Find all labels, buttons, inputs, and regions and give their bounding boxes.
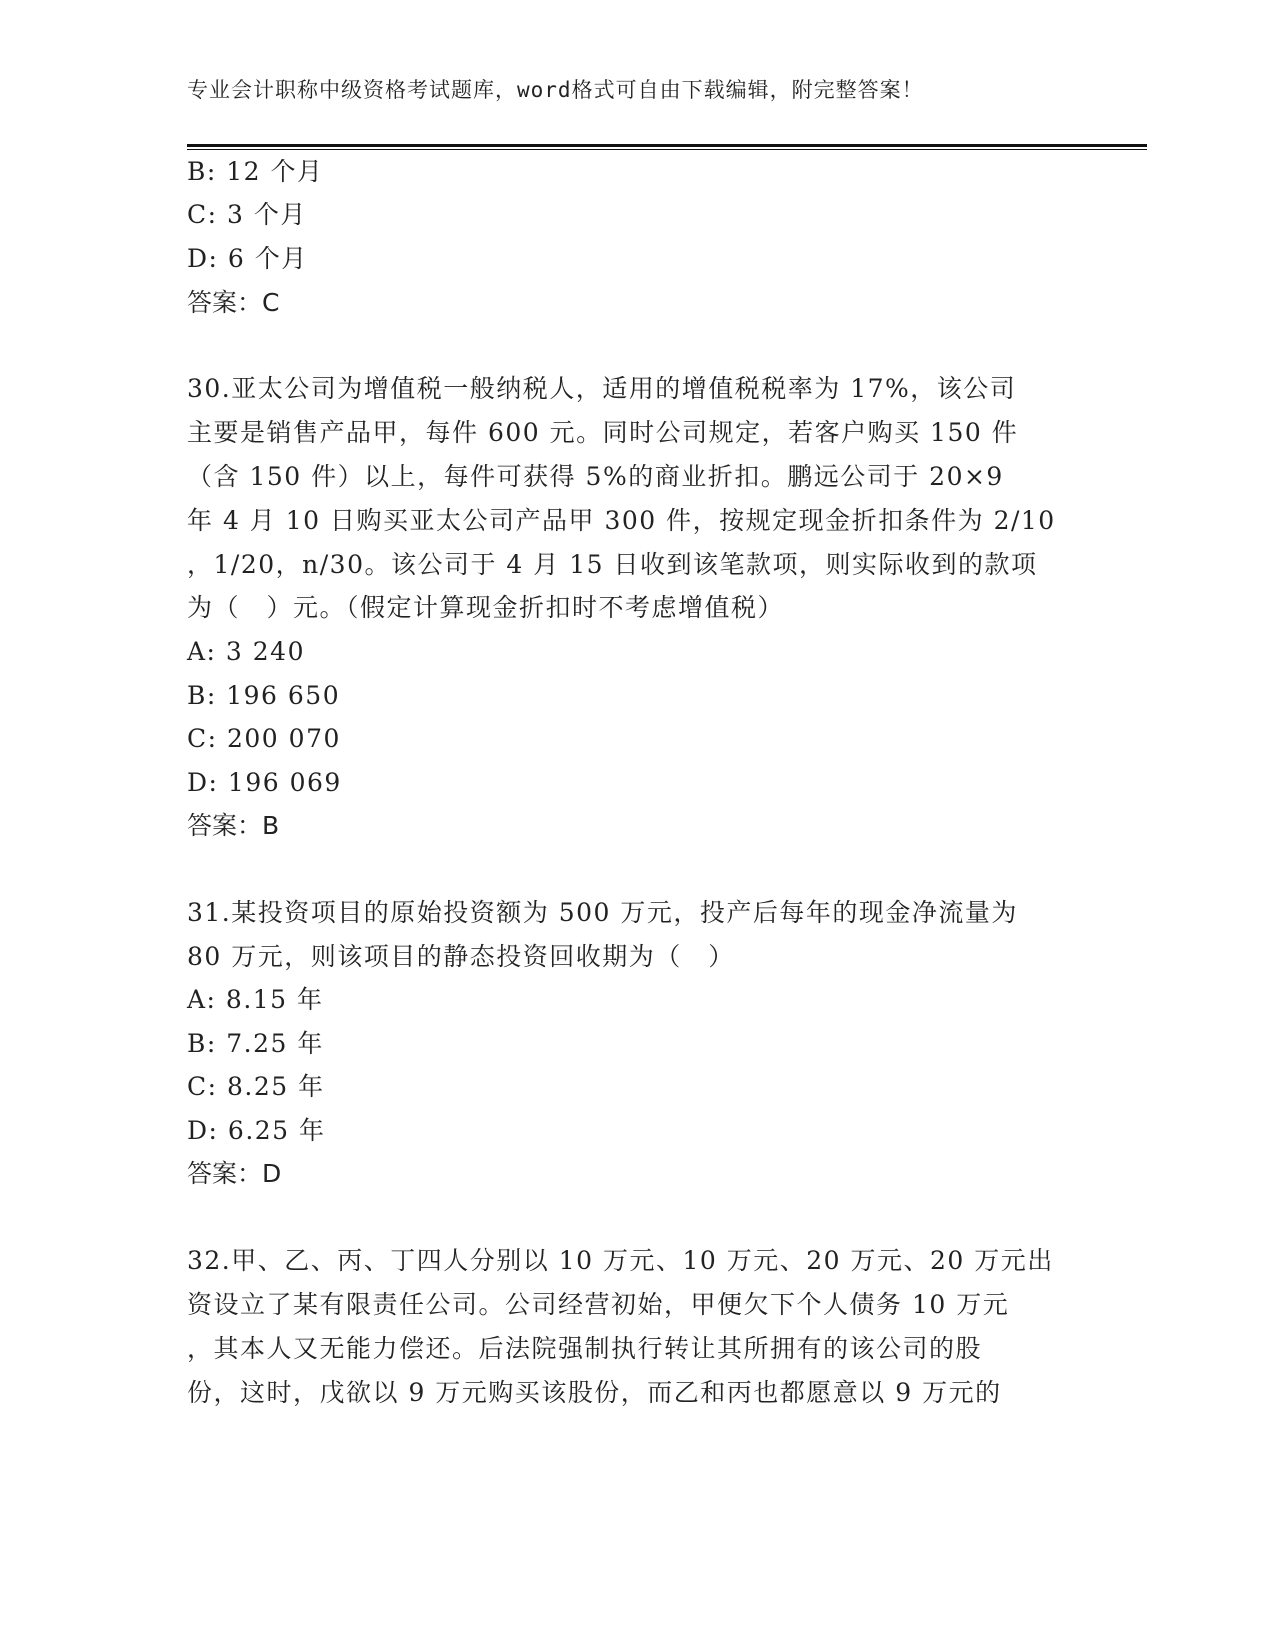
q30-line-4: 年 4 月 10 日购买亚太公司产品甲 300 件，按规定现金折扣条件为 2/10 <box>187 506 1056 535</box>
q30-option-d: D: 196 069 <box>187 768 342 797</box>
q30-line-1: 30.亚太公司为增值税一般纳税人，适用的增值税税率为 17%，该公司 <box>187 374 1017 403</box>
q30-line-2: 主要是销售产品甲，每件 600 元。同时公司规定，若客户购买 150 件 <box>187 418 1019 447</box>
q31-line-1: 31.某投资项目的原始投资额为 500 万元，投产后每年的现金净流量为 <box>187 898 1018 927</box>
q30-line-3: （含 150 件）以上，每件可获得 5%的商业折扣。鹏远公司于 20×9 <box>187 462 1004 491</box>
q29-option-b: B: 12 个月 <box>187 157 324 186</box>
q31-option-d: D: 6.25 年 <box>187 1116 326 1145</box>
q29-answer: 答案：C <box>187 288 280 317</box>
q30-line-5: ，1/20，n/30。该公司于 4 月 15 日收到该笔款项，则实际收到的款项 <box>187 550 1038 579</box>
q31-option-a: A: 8.15 年 <box>187 985 324 1014</box>
q31-answer: 答案：D <box>187 1159 282 1188</box>
q31-option-c: C: 8.25 年 <box>187 1072 325 1101</box>
q31-line-2: 80 万元，则该项目的静态投资回收期为（ ） <box>187 942 735 971</box>
q30-option-a: A: 3 240 <box>187 637 305 666</box>
q29-option-c: C: 3 个月 <box>187 200 307 229</box>
header-rule-thick <box>187 144 1147 147</box>
q31-option-b: B: 7.25 年 <box>187 1029 324 1058</box>
q30-line-6: 为（ ）元。（假定计算现金折扣时不考虑增值税） <box>187 593 785 622</box>
q32-line-2: 资设立了某有限责任公司。公司经营初始，甲便欠下个人债务 10 万元 <box>187 1290 1010 1319</box>
q30-option-c: C: 200 070 <box>187 724 341 753</box>
page-header: 专业会计职称中级资格考试题库，word格式可自由下载编辑，附完整答案！ <box>187 78 924 102</box>
header-rule-thin <box>187 149 1147 150</box>
q30-option-b: B: 196 650 <box>187 681 341 710</box>
q30-answer: 答案：B <box>187 811 280 840</box>
q29-option-d: D: 6 个月 <box>187 244 308 273</box>
q32-line-1: 32.甲、乙、丙、丁四人分别以 10 万元、10 万元、20 万元、20 万元出 <box>187 1246 1054 1275</box>
q32-line-4: 份，这时，戊欲以 9 万元购买该股份，而乙和丙也都愿意以 9 万元的 <box>187 1378 1002 1407</box>
q32-line-3: ，其本人又无能力偿还。后法院强制执行转让其所拥有的该公司的股 <box>187 1334 983 1363</box>
